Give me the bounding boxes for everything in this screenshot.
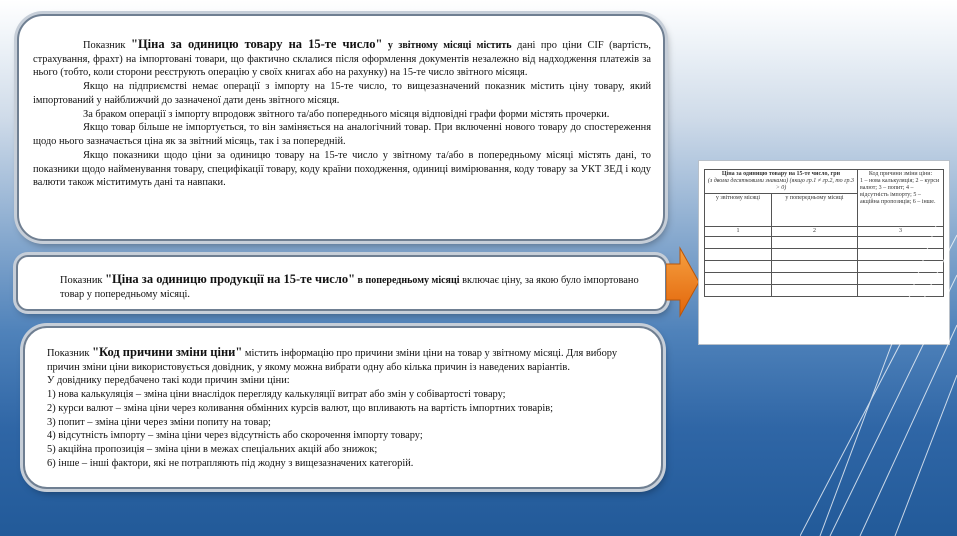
table-col-previous: у попередньому місяці: [771, 193, 857, 226]
decorative-lines: [800, 215, 957, 536]
table-header-price: Ціна за одиницю товару на 15-те число, грн: [721, 171, 841, 177]
table-code-list: 1 – нова калькуляція; 2 – курси валют; 3 – попит; 4 – відсутність імпорту; 5 – акційна пропозиція; 6 – інше.: [859, 177, 940, 205]
paragraph-3: За браком операції з імпорту впродовж звітного та/або попереднього місяця відповідні графи форми містять прочерки.: [83, 108, 610, 120]
paragraph-2: Якщо на підприємстві немає операції з імпорту на 15-те число, то вищезазначений показник містить ціну товару, який імпортований у найближчий до зазначеної дати день звітного місяця.: [33, 81, 651, 106]
paragraph-5: Якщо показники щодо ціни за одиницю товару на 15-те число у звітному та/або в попередньому місяці містять дані, то показники щодо найменування товару, специфікації товару, коду країни походження, одиниці вимірювання, коду товару за УКТ ЗЕД і коду валюти також міститимуть дані та навпаки.: [33, 149, 651, 189]
code-item: 3) попит – зміна ціни через зміни попиту на товар;: [47, 416, 271, 428]
table-num-1: 1: [705, 226, 772, 236]
text-card-previous-month-price: [16, 255, 667, 311]
text-card-price-change-code: [23, 326, 663, 489]
table-num-3: 3: [857, 226, 943, 236]
code-item: 4) відсутність імпорту – зміна ціни через відсутність або скорочення імпорту товару;: [47, 430, 423, 442]
code-item: 1) нова калькуляція – зміна ціни внаслідок перегляду калькуляції витрат або змін у собівартості товару;: [47, 389, 506, 401]
paragraph-code-intro: Показник "Код причини зміни ціни" містить інформацію про причини зміни ціни на товар у звітному місяці. Для вибору причин зміни ціни використовується довідник, у якому можна вибрати одну або кілька причин із наведених варіантів.: [47, 345, 618, 373]
table-header-code: Код причини зміни ціни:: [868, 171, 933, 177]
term-change-code: "Код причини зміни ціни": [92, 345, 243, 359]
paragraph-1: Показник "Ціна за одиницю товару на 15-те число" у звітному місяці містить дані про ціни CIF (вартість, страхування, фрахт) на імпортовані товари, що фактично склалися після оформлення документів незалежно від надходження платежів за нього (тобто, коли сторони реєструють операцію у своїх книгах або на рахунку) на 15-те число звітного місяця.: [33, 37, 651, 79]
term-product-price: "Ціна за одиницю продукції на 15-те число": [105, 272, 356, 286]
text-card-reporting-month-price: [17, 14, 665, 241]
codes-intro: У довіднику передбачено такі коди причин зміни ціни:: [47, 375, 290, 387]
table-num-2: 2: [771, 226, 857, 236]
code-item: 5) акційна пропозиція – зміна ціни в межах спеціальних акцій або знижок;: [47, 444, 378, 456]
table-col-reporting: у звітному місяці: [705, 193, 772, 226]
code-item: 6) інше – інші фактори, які не потрапляють під жодну з вищезазначених категорій.: [47, 457, 414, 469]
paragraph-4: Якщо товар більше не імпортується, то він заміняється на аналогічний товар. При включенні нового товару до спостереження щодо нього зазначається ціна як за звітний місяць, так і за попередній.: [33, 122, 651, 148]
code-item: 2) курси валют – зміна ціни через коливання обмінних курсів валют, що впливають на вартість імпортних товарів;: [47, 402, 554, 414]
term-price-15th: "Ціна за одиницю товару на 15-те число": [131, 37, 383, 51]
table-header-note: (з двома десятковими знаками) (якщо гр.1 ≠ гр.2, то гр.3 > 0): [707, 177, 855, 191]
arrow-right-icon: [666, 246, 700, 318]
paragraph-previous-month: Показник "Ціна за одиницю продукції на 15-те число" в попередньому місяці включає ціну, за якою було імпортовано товар у попередньому місяці.: [60, 272, 639, 300]
